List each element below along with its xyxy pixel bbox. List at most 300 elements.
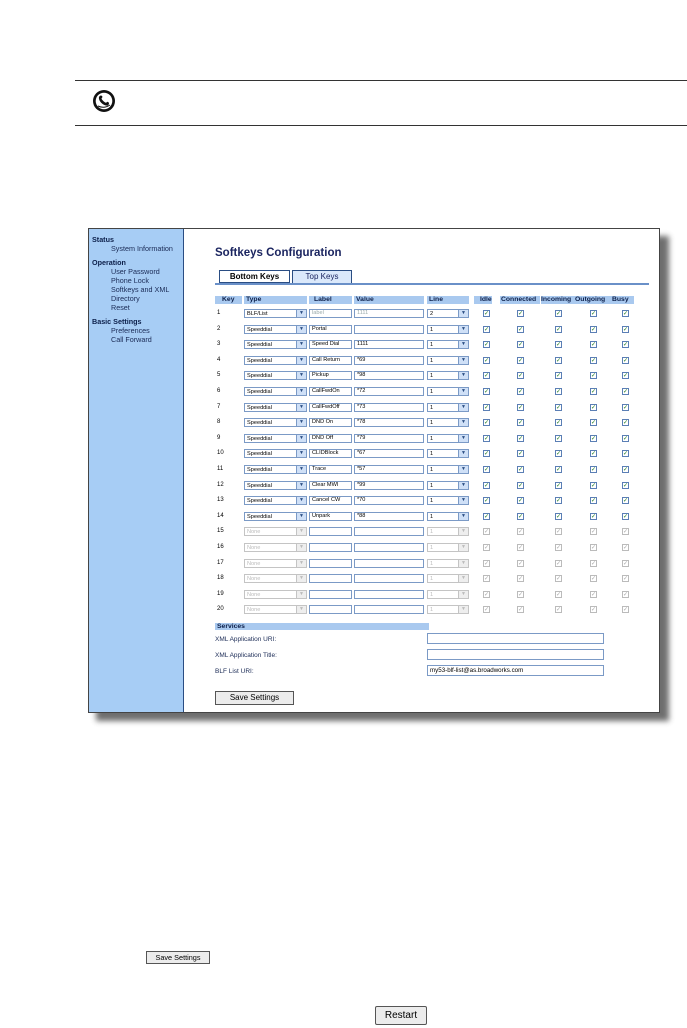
line-select-value: 1 — [430, 326, 434, 333]
sidebar-item-directory[interactable]: Directory — [111, 294, 140, 303]
idle-checkbox[interactable]: ✓ — [484, 513, 490, 520]
outgoing-checkbox[interactable]: ✓ — [591, 435, 597, 442]
busy-checkbox[interactable]: ✓ — [623, 389, 629, 395]
chevron-down-icon[interactable]: ▼ — [458, 372, 468, 379]
tab-top-keys[interactable]: Top Keys — [292, 270, 352, 283]
busy-checkbox[interactable]: ✓ — [623, 467, 629, 473]
connected-checkbox[interactable]: ✓ — [518, 498, 524, 505]
line-select[interactable] — [427, 543, 469, 552]
xml-application-title-input[interactable] — [427, 649, 604, 660]
type-select-value: Speeddial — [247, 326, 272, 333]
line-select-value: 1 — [430, 545, 434, 551]
busy-checkbox[interactable]: ✓ — [623, 498, 629, 505]
chevron-down-icon[interactable]: ▼ — [458, 560, 468, 567]
page-title: Softkeys Configuration — [215, 247, 342, 259]
connected-checkbox[interactable]: ✓ — [518, 467, 524, 473]
blf-list-uri-label: BLF List URI: — [215, 668, 254, 675]
value-input[interactable]: *72 — [354, 387, 424, 396]
type-select-value: None — [247, 545, 261, 551]
label-input[interactable]: Portal — [309, 325, 352, 334]
label-input[interactable] — [309, 543, 352, 552]
type-select-value: Speeddial — [247, 342, 272, 349]
connected-checkbox[interactable]: ✓ — [518, 420, 524, 427]
chevron-down-icon[interactable]: ▼ — [296, 560, 306, 567]
incoming-checkbox[interactable]: ✓ — [556, 373, 562, 380]
chevron-down-icon[interactable]: ▼ — [296, 357, 306, 364]
value-input[interactable] — [354, 605, 424, 614]
busy-checkbox[interactable]: ✓ — [623, 435, 629, 442]
line-select[interactable] — [427, 434, 469, 443]
value-input[interactable] — [354, 559, 424, 568]
incoming-checkbox[interactable]: ✓ — [556, 451, 562, 458]
row-key: 12 — [217, 481, 224, 488]
row-key: 3 — [217, 341, 221, 348]
type-select[interactable] — [244, 434, 307, 443]
type-select[interactable] — [244, 371, 307, 380]
type-select[interactable] — [244, 418, 307, 427]
value-input[interactable]: *73 — [354, 403, 424, 412]
save-settings-inline-button[interactable]: Save Settings — [146, 951, 210, 964]
line-select[interactable] — [427, 325, 469, 334]
busy-checkbox[interactable]: ✓ — [623, 560, 629, 567]
value-input[interactable]: *70 — [354, 496, 424, 505]
connected-checkbox[interactable]: ✓ — [518, 357, 524, 364]
label-input[interactable]: Trace — [309, 465, 352, 474]
value-input[interactable] — [354, 590, 424, 599]
table-header-idle: Idle — [480, 296, 492, 303]
label-input[interactable]: Pickup — [309, 371, 352, 380]
line-select-value: 1 — [430, 357, 434, 364]
row-key: 13 — [217, 497, 224, 504]
value-input[interactable]: *98 — [354, 371, 424, 380]
busy-checkbox[interactable]: ✓ — [623, 326, 629, 333]
idle-checkbox[interactable]: ✓ — [484, 420, 490, 427]
row-key: 10 — [217, 450, 224, 457]
line-select[interactable] — [427, 309, 469, 318]
type-select-value: BLF/List — [247, 311, 268, 317]
label-input[interactable] — [309, 605, 352, 614]
table-header-incoming: Incoming — [541, 296, 572, 303]
connected-checkbox[interactable]: ✓ — [518, 576, 524, 583]
type-select-value: Speeddial — [247, 373, 272, 380]
outgoing-checkbox[interactable]: ✓ — [591, 467, 597, 473]
incoming-checkbox[interactable]: ✓ — [556, 311, 562, 317]
incoming-checkbox[interactable]: ✓ — [556, 435, 562, 442]
type-select[interactable] — [244, 512, 307, 521]
line-select[interactable] — [427, 605, 469, 614]
idle-checkbox[interactable]: ✓ — [484, 607, 490, 614]
connected-checkbox[interactable]: ✓ — [518, 342, 524, 349]
line-select[interactable] — [427, 449, 469, 458]
chevron-down-icon[interactable]: ▼ — [296, 466, 306, 473]
incoming-checkbox[interactable]: ✓ — [556, 545, 562, 551]
value-input[interactable]: *67 — [354, 449, 424, 458]
busy-checkbox[interactable]: ✓ — [623, 357, 629, 364]
idle-checkbox[interactable]: ✓ — [484, 435, 490, 442]
line-select[interactable] — [427, 371, 469, 380]
line-select[interactable] — [427, 496, 469, 505]
value-input[interactable]: *88 — [354, 512, 424, 521]
chevron-down-icon[interactable]: ▼ — [296, 497, 306, 504]
busy-checkbox[interactable]: ✓ — [623, 373, 629, 380]
busy-checkbox[interactable]: ✓ — [623, 545, 629, 551]
type-select[interactable] — [244, 387, 307, 396]
incoming-checkbox[interactable]: ✓ — [556, 404, 562, 411]
busy-checkbox[interactable]: ✓ — [623, 576, 629, 583]
row-key: 19 — [217, 590, 224, 597]
label-input[interactable]: label — [309, 309, 352, 318]
line-select[interactable] — [427, 590, 469, 599]
value-input[interactable] — [354, 574, 424, 583]
chevron-down-icon[interactable]: ▼ — [458, 341, 468, 348]
sidebar-item-status[interactable]: Status — [92, 235, 114, 244]
busy-checkbox[interactable]: ✓ — [623, 420, 629, 427]
type-select[interactable] — [244, 605, 307, 614]
sidebar-item-system-information[interactable]: System Information — [111, 244, 173, 253]
outgoing-checkbox[interactable]: ✓ — [591, 607, 597, 614]
line-select[interactable] — [427, 465, 469, 474]
chevron-down-icon[interactable]: ▼ — [296, 341, 306, 348]
table-header-connected: Connected — [501, 296, 537, 303]
chevron-down-icon[interactable]: ▼ — [296, 435, 306, 442]
line-select-value: 1 — [430, 498, 434, 505]
chevron-down-icon[interactable]: ▼ — [296, 388, 306, 395]
label-input[interactable]: CallFwdOn — [309, 387, 352, 396]
connected-checkbox[interactable]: ✓ — [518, 513, 524, 520]
type-select-value: None — [247, 607, 261, 614]
chevron-down-icon[interactable]: ▼ — [296, 450, 306, 457]
incoming-checkbox[interactable]: ✓ — [556, 529, 562, 536]
label-input[interactable]: Clear MWI — [309, 481, 352, 490]
chevron-down-icon[interactable]: ▼ — [296, 404, 306, 411]
chevron-down-icon[interactable]: ▼ — [458, 575, 468, 582]
type-select-value: None — [247, 560, 261, 567]
outgoing-checkbox[interactable]: ✓ — [591, 560, 597, 567]
incoming-checkbox[interactable]: ✓ — [556, 342, 562, 349]
web-ui-screenshot — [88, 228, 660, 713]
incoming-checkbox[interactable]: ✓ — [556, 498, 562, 505]
line-select[interactable] — [427, 418, 469, 427]
outgoing-checkbox[interactable]: ✓ — [591, 529, 597, 536]
outgoing-checkbox[interactable]: ✓ — [591, 482, 597, 489]
value-input[interactable]: *99 — [354, 481, 424, 490]
sidebar-item-call-forward[interactable]: Call Forward — [111, 335, 152, 344]
line-select-value: 1 — [430, 451, 434, 458]
busy-checkbox[interactable]: ✓ — [623, 529, 629, 536]
outgoing-checkbox[interactable]: ✓ — [591, 451, 597, 458]
table-header-line: Line — [429, 296, 443, 303]
busy-checkbox[interactable]: ✓ — [623, 451, 629, 458]
value-input[interactable] — [354, 543, 424, 552]
outgoing-checkbox[interactable]: ✓ — [591, 513, 597, 520]
value-input[interactable]: *78 — [354, 418, 424, 427]
incoming-checkbox[interactable]: ✓ — [556, 591, 562, 598]
bottom-rule — [75, 125, 687, 126]
chevron-down-icon[interactable]: ▼ — [296, 606, 306, 613]
row-key: 4 — [217, 356, 221, 363]
sidebar — [89, 229, 184, 712]
type-select[interactable] — [244, 340, 307, 349]
incoming-checkbox[interactable]: ✓ — [556, 560, 562, 567]
type-select-value: Speeddial — [247, 513, 272, 520]
idle-checkbox[interactable]: ✓ — [484, 545, 490, 551]
row-key: 2 — [217, 325, 221, 332]
chevron-down-icon[interactable]: ▼ — [296, 575, 306, 582]
chevron-down-icon[interactable]: ▼ — [296, 372, 306, 379]
chevron-down-icon[interactable]: ▼ — [458, 357, 468, 364]
idle-checkbox[interactable]: ✓ — [484, 482, 490, 489]
chevron-down-icon[interactable]: ▼ — [458, 404, 468, 411]
incoming-checkbox[interactable]: ✓ — [556, 467, 562, 473]
connected-checkbox[interactable]: ✓ — [518, 607, 524, 614]
connected-checkbox[interactable]: ✓ — [518, 591, 524, 598]
type-select[interactable] — [244, 403, 307, 412]
label-input[interactable]: Unpark — [309, 512, 352, 521]
table-header-label: Label — [314, 296, 332, 303]
sidebar-item-basic-settings[interactable]: Basic Settings — [92, 317, 142, 326]
chevron-down-icon[interactable]: ▼ — [296, 513, 306, 520]
idle-checkbox[interactable]: ✓ — [484, 498, 490, 505]
line-select[interactable] — [427, 481, 469, 490]
idle-checkbox[interactable]: ✓ — [484, 467, 490, 473]
label-input[interactable]: CallFwdOff — [309, 403, 352, 412]
sidebar-item-operation[interactable]: Operation — [92, 258, 126, 267]
connected-checkbox[interactable]: ✓ — [518, 373, 524, 380]
type-select[interactable] — [244, 481, 307, 490]
line-select[interactable] — [427, 574, 469, 583]
connected-checkbox[interactable]: ✓ — [518, 435, 524, 442]
incoming-checkbox[interactable]: ✓ — [556, 607, 562, 614]
type-select-value: Speeddial — [247, 389, 272, 395]
type-select[interactable] — [244, 590, 307, 599]
outgoing-checkbox[interactable]: ✓ — [591, 311, 597, 317]
row-key: 17 — [217, 559, 224, 566]
chevron-down-icon[interactable]: ▼ — [458, 466, 468, 473]
chevron-down-icon[interactable]: ▼ — [458, 388, 468, 395]
label-input[interactable] — [309, 527, 352, 536]
idle-checkbox[interactable]: ✓ — [484, 404, 490, 411]
type-select[interactable] — [244, 559, 307, 568]
incoming-checkbox[interactable]: ✓ — [556, 420, 562, 427]
type-select[interactable] — [244, 309, 307, 318]
line-select-value: 1 — [430, 389, 434, 395]
sidebar-item-user-password[interactable]: User Password — [111, 267, 160, 276]
busy-checkbox[interactable]: ✓ — [623, 607, 629, 614]
chevron-down-icon[interactable]: ▼ — [296, 310, 306, 317]
line-select[interactable] — [427, 559, 469, 568]
chevron-down-icon[interactable]: ▼ — [296, 419, 306, 426]
chevron-down-icon[interactable]: ▼ — [458, 528, 468, 535]
line-select[interactable] — [427, 356, 469, 365]
chevron-down-icon[interactable]: ▼ — [296, 591, 306, 598]
label-input[interactable] — [309, 574, 352, 583]
chevron-down-icon[interactable]: ▼ — [458, 310, 468, 317]
row-key: 5 — [217, 372, 221, 379]
chevron-down-icon[interactable]: ▼ — [458, 326, 468, 333]
outgoing-checkbox[interactable]: ✓ — [591, 357, 597, 364]
chevron-down-icon[interactable]: ▼ — [296, 482, 306, 489]
idle-checkbox[interactable]: ✓ — [484, 529, 490, 536]
type-select[interactable] — [244, 574, 307, 583]
label-input[interactable]: DND On — [309, 418, 352, 427]
line-select-value: 1 — [430, 467, 434, 473]
xml-application-uri-label: XML Application URI: — [215, 636, 277, 643]
outgoing-checkbox[interactable]: ✓ — [591, 326, 597, 333]
type-select-value: Speeddial — [247, 357, 272, 364]
idle-checkbox[interactable]: ✓ — [484, 576, 490, 583]
chevron-down-icon[interactable]: ▼ — [458, 544, 468, 551]
chevron-down-icon[interactable]: ▼ — [458, 591, 468, 598]
outgoing-checkbox[interactable]: ✓ — [591, 545, 597, 551]
busy-checkbox[interactable]: ✓ — [623, 342, 629, 349]
outgoing-checkbox[interactable]: ✓ — [591, 373, 597, 380]
value-input[interactable]: 1111 — [354, 340, 424, 349]
connected-checkbox[interactable]: ✓ — [518, 404, 524, 411]
line-select[interactable] — [427, 512, 469, 521]
chevron-down-icon[interactable]: ▼ — [458, 450, 468, 457]
busy-checkbox[interactable]: ✓ — [623, 591, 629, 598]
sidebar-item-softkeys-and-xml[interactable]: Softkeys and XML — [111, 285, 170, 294]
connected-checkbox[interactable]: ✓ — [518, 451, 524, 458]
idle-checkbox[interactable]: ✓ — [484, 326, 490, 333]
outgoing-checkbox[interactable]: ✓ — [591, 389, 597, 395]
line-select[interactable] — [427, 340, 469, 349]
table-header-key: Key — [222, 296, 235, 303]
label-input[interactable]: Cancel CW — [309, 496, 352, 505]
line-select-value: 1 — [430, 591, 434, 598]
label-input[interactable] — [309, 590, 352, 599]
label-input[interactable]: DND Off — [309, 434, 352, 443]
idle-checkbox[interactable]: ✓ — [484, 357, 490, 364]
line-select[interactable] — [427, 387, 469, 396]
value-input[interactable]: *79 — [354, 434, 424, 443]
busy-checkbox[interactable]: ✓ — [623, 482, 629, 489]
idle-checkbox[interactable]: ✓ — [484, 451, 490, 458]
type-select[interactable] — [244, 465, 307, 474]
label-input[interactable]: Speed Dial — [309, 340, 352, 349]
row-key: 20 — [217, 606, 224, 613]
line-select-value: 1 — [430, 513, 434, 520]
idle-checkbox[interactable]: ✓ — [484, 560, 490, 567]
line-select[interactable] — [427, 527, 469, 536]
xml-application-title-label: XML Application Title: — [215, 652, 277, 659]
chevron-down-icon[interactable]: ▼ — [296, 528, 306, 535]
label-input[interactable] — [309, 559, 352, 568]
type-select[interactable] — [244, 356, 307, 365]
outgoing-checkbox[interactable]: ✓ — [591, 404, 597, 411]
connected-checkbox[interactable]: ✓ — [518, 560, 524, 567]
outgoing-checkbox[interactable]: ✓ — [591, 498, 597, 505]
incoming-checkbox[interactable]: ✓ — [556, 389, 562, 395]
type-select-value: None — [247, 591, 261, 598]
restart-button[interactable]: Restart — [375, 1006, 427, 1025]
type-select-value: Speeddial — [247, 482, 272, 489]
row-key: 1 — [217, 310, 221, 316]
table-header-outgoing: Outgoing — [575, 296, 606, 303]
type-select[interactable] — [244, 325, 307, 334]
blf-list-uri-input[interactable]: my53-blf-list@as.broadworks.com — [427, 665, 604, 676]
value-input[interactable]: *57 — [354, 465, 424, 474]
label-input[interactable]: CLIDBlock — [309, 449, 352, 458]
incoming-checkbox[interactable]: ✓ — [556, 357, 562, 364]
line-select[interactable] — [427, 403, 469, 412]
chevron-down-icon[interactable]: ▼ — [458, 435, 468, 442]
row-key: 14 — [217, 512, 224, 519]
connected-checkbox[interactable]: ✓ — [518, 545, 524, 551]
type-select[interactable] — [244, 527, 307, 536]
idle-checkbox[interactable]: ✓ — [484, 591, 490, 598]
value-input[interactable] — [354, 325, 424, 334]
idle-checkbox[interactable]: ✓ — [484, 389, 490, 395]
chevron-down-icon[interactable]: ▼ — [296, 544, 306, 551]
outgoing-checkbox[interactable]: ✓ — [591, 420, 597, 427]
busy-checkbox[interactable]: ✓ — [623, 404, 629, 411]
outgoing-checkbox[interactable]: ✓ — [591, 591, 597, 598]
connected-checkbox[interactable]: ✓ — [518, 529, 524, 536]
type-select-value: Speeddial — [247, 498, 272, 505]
chevron-down-icon[interactable]: ▼ — [296, 326, 306, 333]
outgoing-checkbox[interactable]: ✓ — [591, 342, 597, 349]
incoming-checkbox[interactable]: ✓ — [556, 513, 562, 520]
connected-checkbox[interactable]: ✓ — [518, 311, 524, 317]
idle-checkbox[interactable]: ✓ — [484, 311, 490, 317]
sidebar-item-phone-lock[interactable]: Phone Lock — [111, 276, 149, 285]
type-select[interactable] — [244, 449, 307, 458]
idle-checkbox[interactable]: ✓ — [484, 342, 490, 349]
value-input[interactable]: 1111 — [354, 309, 424, 318]
chevron-down-icon[interactable]: ▼ — [458, 482, 468, 489]
sidebar-item-reset[interactable]: Reset — [111, 303, 130, 312]
line-select-value: 1 — [430, 404, 434, 411]
incoming-checkbox[interactable]: ✓ — [556, 576, 562, 583]
type-select[interactable] — [244, 496, 307, 505]
type-select-value: None — [247, 529, 261, 536]
connected-checkbox[interactable]: ✓ — [518, 482, 524, 489]
idle-checkbox[interactable]: ✓ — [484, 373, 490, 380]
xml-application-uri-input[interactable] — [427, 633, 604, 644]
row-key: 18 — [217, 575, 224, 582]
line-select-value: 1 — [430, 529, 434, 536]
chevron-down-icon[interactable]: ▼ — [458, 513, 468, 520]
row-key: 15 — [217, 528, 224, 535]
value-input[interactable]: *69 — [354, 356, 424, 365]
type-select-value: Speeddial — [247, 420, 272, 427]
type-select-value: Speeddial — [247, 467, 272, 473]
type-select-value: None — [247, 576, 261, 583]
chevron-down-icon[interactable]: ▼ — [458, 497, 468, 504]
line-select-value: 1 — [430, 373, 434, 380]
value-input[interactable] — [354, 527, 424, 536]
chevron-down-icon[interactable]: ▼ — [458, 419, 468, 426]
connected-checkbox[interactable]: ✓ — [518, 389, 524, 395]
row-key: 6 — [217, 388, 221, 394]
type-select-value: Speeddial — [247, 435, 272, 442]
connected-checkbox[interactable]: ✓ — [518, 326, 524, 333]
line-select-value: 2 — [430, 311, 434, 317]
save-settings-button[interactable]: Save Settings — [215, 691, 294, 705]
tab-bottom-keys[interactable]: Bottom Keys — [219, 270, 290, 283]
busy-checkbox[interactable]: ✓ — [623, 513, 629, 520]
label-input[interactable]: Call Return — [309, 356, 352, 365]
busy-checkbox[interactable]: ✓ — [623, 311, 629, 317]
incoming-checkbox[interactable]: ✓ — [556, 482, 562, 489]
type-select[interactable] — [244, 543, 307, 552]
outgoing-checkbox[interactable]: ✓ — [591, 576, 597, 583]
sidebar-item-preferences[interactable]: Preferences — [111, 326, 150, 335]
incoming-checkbox[interactable]: ✓ — [556, 326, 562, 333]
chevron-down-icon[interactable]: ▼ — [458, 606, 468, 613]
line-select-value: 1 — [430, 420, 434, 427]
